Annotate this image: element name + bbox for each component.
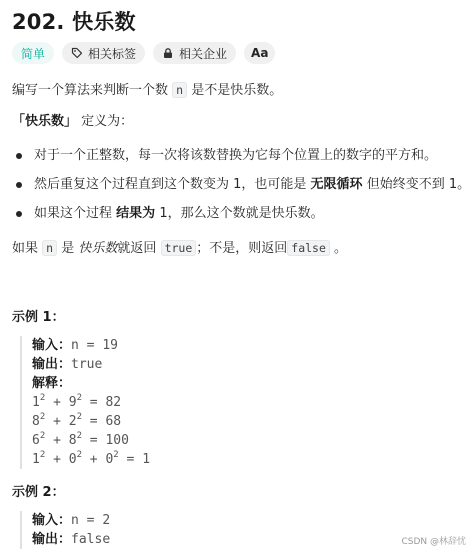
term: 1 [32, 452, 40, 467]
term: 0 [68, 452, 77, 467]
return-rule [12, 238, 347, 259]
example-2-output [32, 530, 110, 549]
example-2-input [32, 511, 110, 530]
result: 1 [142, 452, 151, 467]
result: 82 [105, 395, 122, 410]
input-label: 输入： [32, 338, 72, 353]
inline-code-false: false [287, 240, 330, 256]
term: 9 [68, 395, 77, 410]
related-tags-label: 相关标签 [88, 46, 137, 61]
bullet-text [34, 204, 324, 224]
bullet-text-a: 然后重复这个过程直到这个数变为 1，也可能是 [34, 177, 307, 192]
related-companies-button[interactable] [153, 42, 236, 64]
bullet-text [34, 175, 470, 195]
lock-icon [162, 47, 174, 59]
explain-line: $1^2 + 0^2 + 0^2 = 1$ [32, 449, 151, 467]
bullet-text-b: 但始终变不到 1。 [366, 177, 471, 192]
difficulty-badge[interactable]: 简单 [12, 42, 54, 64]
term: 8 [68, 433, 77, 448]
output-value: false [71, 532, 111, 547]
bullet-text-a: 如果这个过程 [34, 206, 113, 221]
output-label: 输出： [32, 532, 72, 547]
example-1-output [32, 355, 150, 374]
tag-row [12, 42, 275, 64]
example-1-input [32, 336, 150, 355]
rule-italic: 快乐数 [78, 241, 118, 256]
input-label: 输入： [32, 513, 72, 528]
desc-text: 编写一个算法来判断一个数 [12, 83, 169, 98]
result: 68 [105, 414, 122, 429]
list-item [12, 146, 437, 166]
watermark: CSDN @林辞忧 [401, 537, 466, 547]
inline-code-n: n [42, 240, 57, 256]
inline-code-true: true [161, 240, 197, 256]
explain-line: $1^2 + 9^2 = 82$ [32, 392, 122, 410]
definition-heading [12, 112, 133, 132]
related-companies-label: 相关企业 [179, 46, 228, 61]
explain-line: $6^2 + 8^2 = 100$ [32, 430, 129, 448]
rule-text: 就返回 [117, 241, 157, 256]
problem-title: 202. 快乐数 [12, 10, 136, 34]
inline-code-n: n [172, 82, 187, 98]
rule-text: 如果 [12, 241, 39, 256]
list-item [12, 175, 470, 195]
input-value: n = 2 [71, 513, 111, 528]
example-1-block [20, 336, 150, 469]
input-value: n = 19 [71, 338, 118, 353]
related-tags-button[interactable] [62, 42, 145, 64]
list-item [12, 204, 324, 224]
description-line-1 [12, 80, 282, 101]
bullet-text-b: 1，那么这个数就是快乐数。 [159, 206, 324, 221]
bullet-icon [16, 211, 22, 217]
explain-line: $8^2 + 2^2 = 68$ [32, 411, 122, 429]
result: 100 [105, 433, 129, 448]
bullet-icon [16, 153, 22, 159]
rule-text: 是 [61, 241, 75, 256]
example-1-title: 示例 1： [12, 310, 65, 325]
term: 8 [32, 414, 40, 429]
term: 0 [105, 452, 114, 467]
language-icon-glyph: Aa [251, 46, 269, 60]
tag-icon [71, 47, 83, 59]
example-2-title: 示例 2： [12, 485, 65, 500]
term: 6 [32, 433, 40, 448]
bullet-bold: 无限循环 [310, 177, 363, 192]
language-icon[interactable] [244, 42, 275, 64]
example-1-explain [32, 374, 150, 393]
rule-text: ；不是，则返回 [196, 241, 288, 256]
bullet-icon [16, 182, 22, 188]
rule-text: 。 [334, 241, 348, 256]
explain-label: 解释： [32, 376, 72, 391]
example-2-block [20, 511, 110, 549]
term: 2 [68, 414, 77, 429]
output-value: true [71, 357, 103, 372]
definition-suffix: 定义为： [81, 114, 134, 129]
desc-text: 是不是快乐数。 [191, 83, 283, 98]
definition-term: 「快乐数」 [12, 114, 78, 129]
term: 1 [32, 395, 40, 410]
output-label: 输出： [32, 357, 72, 372]
bullet-bold: 结果为 [116, 206, 156, 221]
bullet-text: 对于一个正整数，每一次将该数替换为它每个位置上的数字的平方和。 [34, 148, 438, 163]
